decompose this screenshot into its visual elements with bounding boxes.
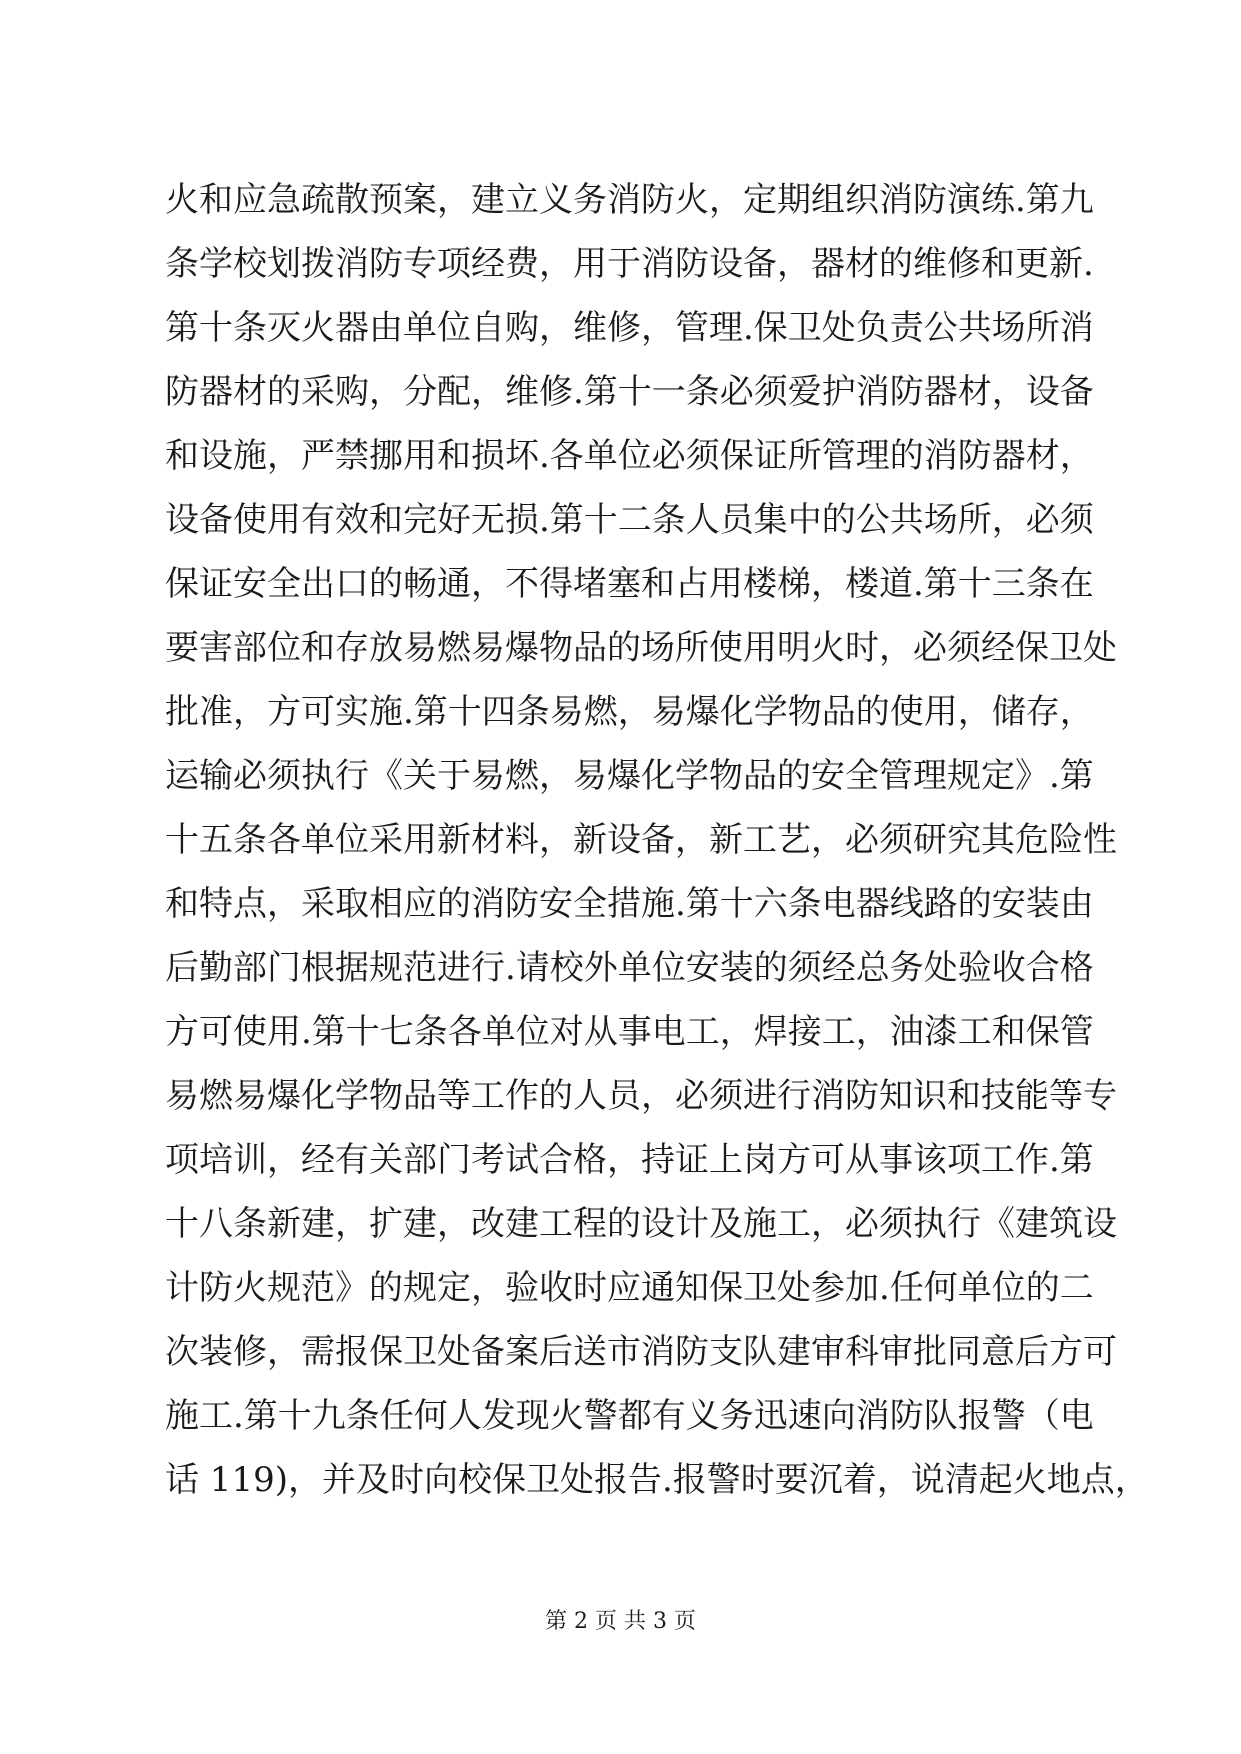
text-line: 批准，方可实施.第十四条易燃，易爆化学物品的使用，储存，: [165, 692, 1094, 732]
text-line: 火和应急疏散预案，建立义务消防火，定期组织消防演练.第九: [165, 180, 1094, 220]
text-line: 和特点，采取相应的消防安全措施.第十六条电器线路的安装由: [165, 884, 1094, 924]
text-line: 后勤部门根据规范进行.请校外单位安装的须经总务处验收合格: [165, 948, 1094, 988]
text-line: 要害部位和存放易燃易爆物品的场所使用明火时，必须经保卫处: [165, 628, 1117, 668]
text-line: 十八条新建，扩建，改建工程的设计及施工，必须执行《建筑设: [165, 1204, 1117, 1244]
text-line: 设备使用有效和完好无损.第十二条人员集中的公共场所，必须: [165, 500, 1094, 540]
text-line: 方可使用.第十七条各单位对从事电工，焊接工，油漆工和保管: [165, 1012, 1094, 1052]
text-line: 次装修，需报保卫处备案后送市消防支队建审科审批同意后方可: [165, 1332, 1117, 1372]
text-line: 保证安全出口的畅通，不得堵塞和占用楼梯，楼道.第十三条在: [165, 564, 1094, 604]
text-line: 运输必须执行《关于易燃，易爆化学物品的安全管理规定》.第: [165, 756, 1094, 796]
page-number-footer: 第 2 页 共 3 页: [545, 1609, 696, 1634]
text-line: 防器材的采购，分配，维修.第十一条必须爱护消防器材，设备: [165, 372, 1094, 412]
body-text: [165, 168, 1149, 1512]
text-line: 话 119)，并及时向校保卫处报告.报警时要沉着，说清起火地点，: [165, 1460, 1149, 1500]
text-line: 易燃易爆化学物品等工作的人员，必须进行消防知识和技能等专: [165, 1076, 1117, 1116]
text-line: 第十条灭火器由单位自购，维修，管理.保卫处负责公共场所消: [165, 308, 1094, 348]
text-line: 施工.第十九条任何人发现火警都有义务迅速向消防队报警（电: [165, 1396, 1094, 1436]
text-line: 项培训，经有关部门考试合格，持证上岗方可从事该项工作.第: [165, 1140, 1094, 1180]
text-line: 条学校划拨消防专项经费，用于消防设备，器材的维修和更新.: [165, 244, 1094, 284]
text-line: 计防火规范》的规定，验收时应通知保卫处参加.任何单位的二: [165, 1268, 1094, 1308]
text-line: 和设施，严禁挪用和损坏.各单位必须保证所管理的消防器材，: [165, 436, 1094, 476]
text-line: 十五条各单位采用新材料，新设备，新工艺，必须研究其危险性: [165, 820, 1117, 860]
